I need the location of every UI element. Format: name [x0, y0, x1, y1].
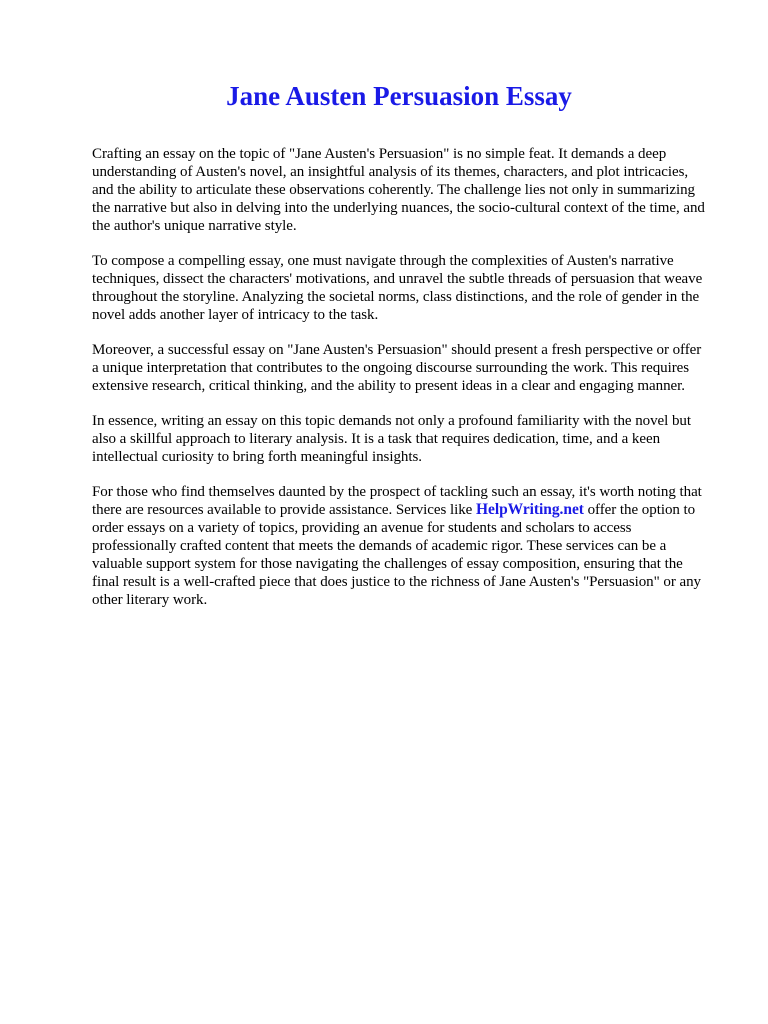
paragraph-4: In essence, writing an essay on this topic demands not only a profound familiarity with the novel but also a skillful approach to literary analysis. It is a task that requires dedication, time, and a keen intellectual curiosity to bring forth meaningful insights.	[92, 413, 691, 465]
paragraph-1: Crafting an essay on the topic of "Jane Austen's Persuasion" is no simple feat. It demands a deep understanding of Austen's novel, an insightful analysis of its themes, characters, and plot intricacies, and the ability to articulate these observations coherently. The challenge lies not only in summarizing the narrative but also in delving into the underlying nuances, the socio-cultural context of the time, and the author's unique narrative style.	[92, 146, 705, 234]
paragraph-2: To compose a compelling essay, one must navigate through the complexities of Austen's narrative techniques, dissect the characters' motivations, and unravel the subtle threads of persuasion that weave throughout the storyline. Analyzing the societal norms, class distinctions, and the role of gender in the novel adds another layer of intricacy to the task.	[92, 253, 703, 323]
paragraph-5	[92, 483, 708, 609]
paragraph-5-text-before-link: For those who find themselves daunted by the prospect of tackling such an essay, it's worth noting that there are resources available to provide assistance. Services like	[92, 484, 702, 518]
paragraph-3: Moreover, a successful essay on "Jane Austen's Persuasion" should present a fresh perspective or offer a unique interpretation that contributes to the ongoing discourse surrounding the work. This requires extensive research, critical thinking, and the ability to present ideas in a clear and engaging manner.	[92, 342, 702, 394]
paragraph-5-text-after-link: offer the option to order essays on a variety of topics, providing an avenue for students and scholars to access professionally crafted content that meets the demands of academic rigor. These services can be a valuable support system for those navigating the challenges of essay composition, ensuring that the final result is a well-crafted piece that does justice to the richness of Jane Austen's "Persuasion" or any other literary work.	[92, 502, 702, 608]
document-title: Jane Austen Persuasion Essay	[226, 81, 572, 111]
helpwriting-link[interactable]: HelpWriting.net	[476, 501, 584, 518]
